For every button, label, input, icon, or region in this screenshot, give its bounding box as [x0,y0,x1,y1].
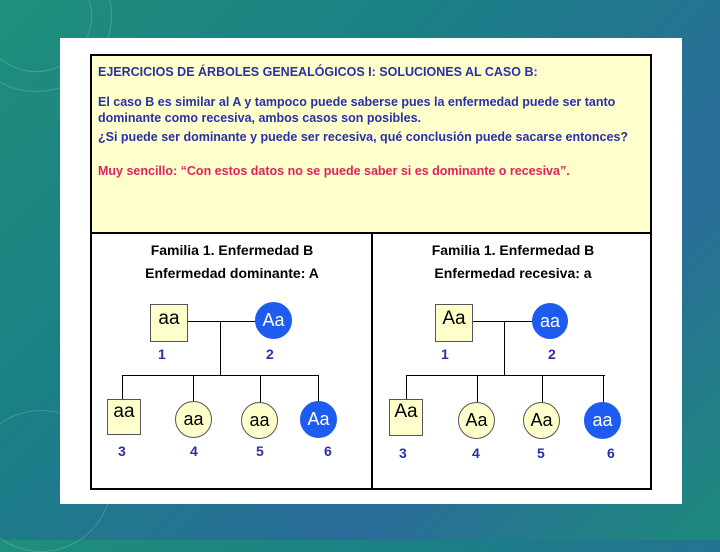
right-child-line [542,375,543,402]
left-sibship-line [122,375,318,376]
left-child-6-number: 6 [324,443,332,459]
left-title-line1: Familia 1. Enfermedad B [150,242,314,258]
left-parent-1-number: 1 [158,346,166,362]
left-parent-1-square: aa [150,304,188,342]
left-title-line2: Enfermedad dominante: A [145,265,319,281]
left-family-title [94,239,370,285]
right-parent-2-number: 2 [548,346,556,362]
left-child-4-number: 4 [190,443,198,459]
left-child-line [318,375,319,401]
right-descent-line [504,321,505,375]
right-child-line [406,375,407,399]
right-family-title [375,239,651,285]
left-parent-2-number: 2 [266,346,274,362]
right-title-line2: Enfermedad recesiva: a [434,265,592,281]
right-child-3-square: Aa [389,399,423,436]
left-child-3-number: 3 [118,443,126,459]
left-child-6-circle: Aa [300,401,337,438]
exercise-card [90,54,652,490]
left-descent-line [220,321,221,375]
left-child-3-square: aa [107,399,141,435]
right-child-6-number: 6 [607,445,615,461]
right-parent-1-square: Aa [435,304,473,342]
left-child-5-circle: aa [241,402,278,439]
right-child-5-circle: Aa [523,402,560,439]
left-child-4-circle: aa [175,401,212,438]
left-child-line [122,375,123,399]
right-child-line [477,375,478,402]
right-child-4-circle: Aa [458,402,495,439]
column-divider [371,234,373,490]
left-child-line [260,375,261,403]
explanation-paragraph: El caso B es similar al A y tampoco puede saberse pues la enfermedad puede ser tanto dominante como recesiva, ambos casos son posibles. [98,95,616,125]
right-child-line [603,375,604,402]
right-child-3-number: 3 [399,445,407,461]
left-child-line [193,375,194,402]
question-paragraph: ¿Si puede ser dominante y puede ser recesiva, qué conclusión puede sacarse entonces? [98,130,629,144]
right-parent-1-number: 1 [441,346,449,362]
left-child-5-number: 5 [256,443,264,459]
explanation-box [92,56,650,234]
exercise-heading: EJERCICIOS DE ÁRBOLES GENEALÓGICOS I: SOLUCIONES AL CASO B: [98,65,538,79]
left-couple-line [187,321,257,322]
right-parent-2-circle: aa [532,303,568,339]
answer-paragraph: Muy sencillo: “Con estos datos no se puede saber si es dominante o recesiva”. [98,164,570,178]
right-sibship-line [406,375,605,376]
right-couple-line [472,321,534,322]
right-child-5-number: 5 [537,445,545,461]
left-parent-2-circle: Aa [255,302,292,339]
right-child-6-circle: aa [584,402,621,439]
right-title-line1: Familia 1. Enfermedad B [431,242,595,258]
right-child-4-number: 4 [472,445,480,461]
